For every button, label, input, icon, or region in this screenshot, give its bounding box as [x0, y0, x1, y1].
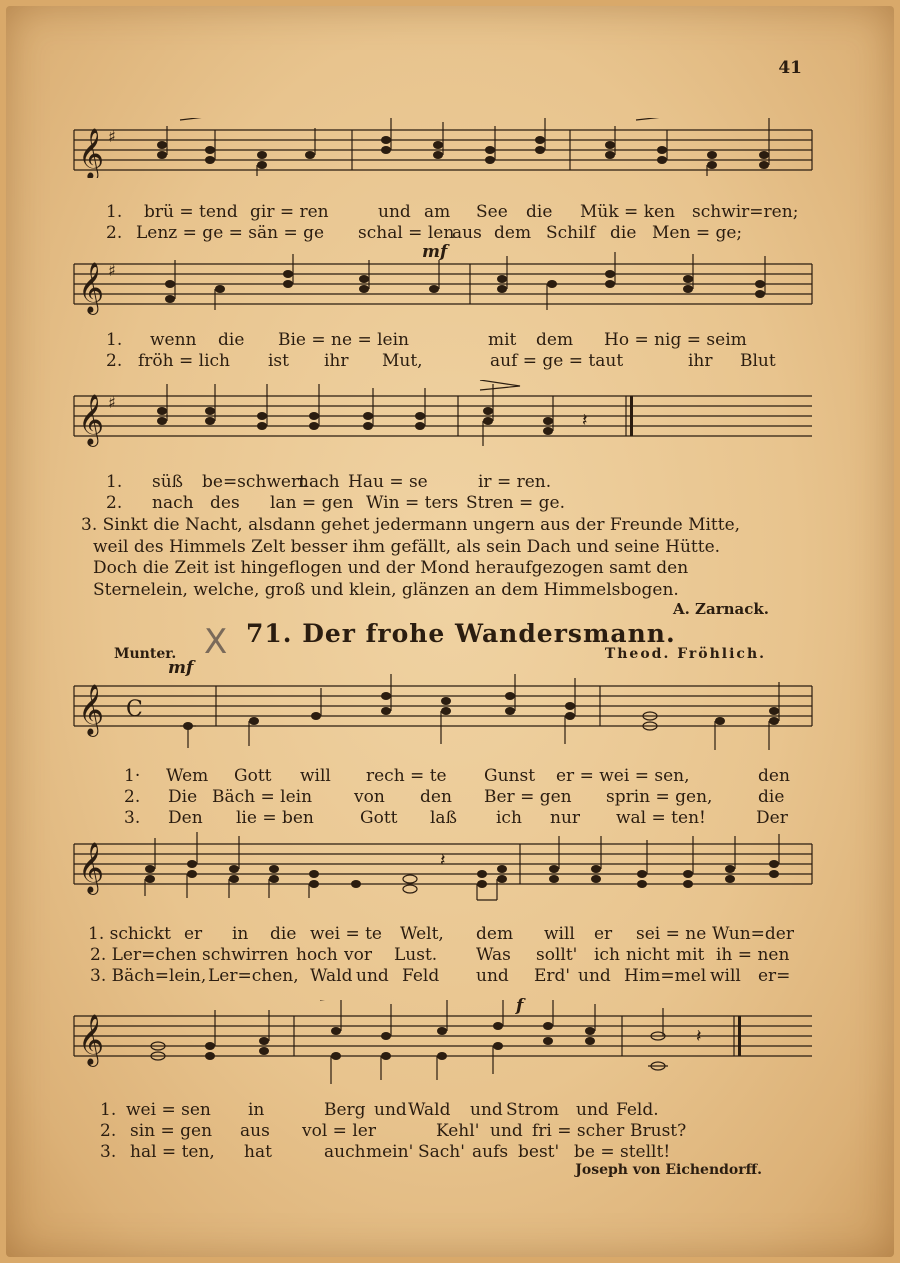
lyric-syllable: aus: [240, 1121, 270, 1141]
lyric-syllable: Ber = gen: [484, 787, 572, 807]
lyric-syllable: vor: [344, 945, 372, 965]
lyrics-song2-s3-v2: [6, 1121, 900, 1142]
lyric-syllable: wei = sen: [126, 1100, 211, 1120]
verse-number: 3.: [100, 1142, 117, 1162]
dynamic-forte: f: [516, 996, 524, 1016]
verse-number: 3.: [124, 808, 141, 828]
lyric-syllable: des: [210, 493, 240, 513]
lyric-syllable: Blut: [740, 351, 776, 371]
lyric-syllable: und: [576, 1100, 609, 1120]
lyrics-song2-s2-v1: [6, 924, 900, 945]
lyric-syllable: Den: [168, 808, 203, 828]
song1-author: A. Zarnack.: [672, 600, 769, 618]
svg-text:𝄞: 𝄞: [78, 262, 105, 313]
lyric-syllable: er: [594, 924, 613, 944]
lyric-syllable: schwirren: [202, 945, 289, 965]
lyric-syllable: Feld.: [616, 1100, 659, 1120]
lyric-syllable: fröh = lich: [138, 351, 230, 371]
lyric-syllable: will: [544, 924, 575, 944]
page-number: 41: [778, 58, 802, 78]
lyric-syllable: er: [184, 924, 203, 944]
verse-number: 1.: [106, 472, 123, 492]
lyric-syllable: aus: [452, 223, 482, 243]
lyric-syllable: Mut,: [382, 351, 423, 371]
composer: Theod. Fröhlich.: [604, 646, 766, 662]
lyrics-song1-s3-v2: [6, 493, 900, 514]
lyric-syllable: nur: [550, 808, 581, 828]
lyric-syllable: be = stellt!: [574, 1142, 671, 1162]
verse-number: 1.: [106, 202, 123, 222]
lyric-syllable: Him=mel: [624, 966, 707, 986]
lyric-syllable: Der: [756, 808, 788, 828]
lyric-syllable: dem: [494, 223, 532, 243]
lyric-syllable: die: [610, 223, 637, 243]
lyrics-song1-s2-v1: [6, 330, 900, 351]
lyric-syllable: in: [232, 924, 249, 944]
lyric-syllable: vol = ler: [302, 1121, 376, 1141]
lyric-syllable: Gott: [360, 808, 398, 828]
staff-song1-2: [70, 252, 820, 316]
lyrics-song2-s1-v3: [6, 808, 900, 829]
lyrics-song2-s2-v2: [6, 945, 900, 966]
lyric-syllable: Men = ge;: [652, 223, 743, 243]
dynamic-mf: mf: [168, 658, 194, 678]
staff-song2-3: [70, 1000, 820, 1094]
lyric-syllable: ihr: [324, 351, 349, 371]
lyric-syllable: und: [374, 1100, 407, 1120]
svg-text:♯: ♯: [108, 261, 116, 280]
lyrics-song2-s3-v3: [6, 1142, 900, 1163]
svg-text:𝄞: 𝄞: [78, 842, 105, 893]
svg-text:♯: ♯: [108, 127, 116, 146]
lyric-syllable: schal = len: [358, 223, 455, 243]
lyric-syllable: dem: [536, 330, 574, 350]
lyric-syllable: ich: [496, 808, 522, 828]
verse-number: 2.: [106, 223, 123, 243]
lyric-syllable: Gunst: [484, 766, 536, 786]
handwritten-mark: X: [204, 622, 228, 662]
lyric-syllable: See: [476, 202, 508, 222]
lyrics-song2-s1-v2: [6, 787, 900, 808]
lyric-syllable: und: [378, 202, 411, 222]
svg-text:𝄞: 𝄞: [78, 394, 105, 445]
lyric-syllable: Wald: [408, 1100, 451, 1120]
staff-song1-3: [70, 380, 820, 452]
verse-number: 2.: [106, 351, 123, 371]
verse-line: Doch die Zeit ist hingeflogen und der Mond heraufgezogen samt den: [93, 558, 689, 578]
lyrics-song2-s2-v3: [6, 966, 900, 987]
staff-song2-1: [70, 674, 820, 754]
lyric-syllable: Bäch = lein: [212, 787, 313, 807]
verse-3-text: [81, 515, 821, 601]
lyric-syllable: Erd': [534, 966, 571, 986]
svg-text:𝄞: 𝄞: [78, 128, 105, 178]
lyric-syllable: sprin = gen,: [606, 787, 713, 807]
lyric-syllable: Lenz = ge = sän = ge: [136, 223, 325, 243]
page: [6, 6, 894, 1257]
lyric-syllable: auch: [324, 1142, 366, 1162]
lyric-syllable: rech = te: [366, 766, 447, 786]
lyric-syllable: Die: [168, 787, 198, 807]
lyric-syllable: Lust.: [394, 945, 438, 965]
lyric-syllable: dem: [476, 924, 514, 944]
lyric-syllable: Ler=chen,: [208, 966, 299, 986]
lyric-syllable: und: [578, 966, 611, 986]
verse-number: 1.: [100, 1100, 117, 1120]
lyric-syllable: am: [424, 202, 451, 222]
lyric-syllable: Gott: [234, 766, 272, 786]
lyric-syllable: in: [248, 1100, 265, 1120]
lyric-syllable: von: [354, 787, 385, 807]
svg-text:𝄽: 𝄽: [582, 410, 588, 431]
staff-song1-1: [70, 118, 820, 178]
lyric-syllable: Win = ters: [366, 493, 459, 513]
lyric-syllable: Kehl': [436, 1121, 480, 1141]
lyric-syllable: mit: [676, 945, 705, 965]
lyric-syllable: süß: [152, 472, 184, 492]
song-title: 71. Der frohe Wandersmann.: [246, 619, 676, 648]
dynamic-mf: mf: [422, 242, 448, 262]
svg-text:𝄽: 𝄽: [440, 850, 446, 871]
lyrics-song2-s1-v1: [6, 766, 900, 787]
verse-number: 1.: [106, 330, 123, 350]
lyric-syllable: die: [270, 924, 297, 944]
tempo-marking: Munter.: [114, 646, 177, 662]
lyric-syllable: Sach': [418, 1142, 465, 1162]
song2-author: Joseph von Eichendorff.: [575, 1162, 762, 1178]
lyric-syllable: Feld: [402, 966, 440, 986]
lyric-syllable: Wem: [166, 766, 209, 786]
verse-line: 3. Sinkt die Nacht, alsdann gehet jedermann ungern aus der Freunde Mitte,: [81, 515, 741, 535]
verse-number: 2.: [124, 787, 141, 807]
lyric-syllable: Schilf: [546, 223, 596, 243]
lyric-syllable: Bie = ne = lein: [278, 330, 409, 350]
lyrics-song1-s3-v1: [6, 472, 900, 493]
lyric-syllable: mit: [488, 330, 517, 350]
lyric-syllable: Wald: [310, 966, 353, 986]
lyric-syllable: brü = tend: [144, 202, 238, 222]
lyric-syllable: gir = ren: [250, 202, 329, 222]
svg-text:𝄞: 𝄞: [78, 1014, 105, 1065]
lyric-syllable: will: [300, 766, 331, 786]
lyric-syllable: hal = ten,: [130, 1142, 215, 1162]
verse-number: 1·: [124, 766, 141, 786]
lyric-syllable: best': [518, 1142, 560, 1162]
svg-text:♯: ♯: [108, 393, 116, 412]
lyric-syllable: und: [470, 1100, 503, 1120]
lyric-syllable: 2. Ler=chen: [90, 945, 197, 965]
lyric-syllable: laß: [430, 808, 457, 828]
lyric-syllable: die: [218, 330, 245, 350]
lyric-syllable: wenn: [150, 330, 197, 350]
lyric-syllable: er=: [758, 966, 791, 986]
lyric-syllable: Strom: [506, 1100, 559, 1120]
lyric-syllable: und: [356, 966, 389, 986]
lyric-syllable: ir = ren.: [478, 472, 552, 492]
lyric-syllable: Ho = nig = seim: [604, 330, 747, 350]
lyrics-song2-s3-v1: [6, 1100, 900, 1121]
verse-line: weil des Himmels Zelt besser ihm gefällt, als sein Dach und seine Hütte.: [93, 536, 721, 557]
lyric-syllable: Berg: [324, 1100, 366, 1120]
lyric-syllable: Brust?: [630, 1121, 687, 1141]
lyric-syllable: 3. Bäch=lein,: [90, 966, 207, 986]
lyric-syllable: nach: [298, 472, 340, 492]
lyric-syllable: den: [420, 787, 452, 807]
svg-text:𝄞: 𝄞: [78, 684, 105, 735]
lyric-syllable: Wun=der: [712, 924, 794, 944]
lyric-syllable: aufs: [472, 1142, 509, 1162]
lyric-syllable: sin = gen: [130, 1121, 213, 1141]
lyric-syllable: will: [710, 966, 741, 986]
lyric-syllable: und: [490, 1121, 523, 1141]
lyric-syllable: den: [758, 766, 790, 786]
lyric-syllable: er = wei = sen,: [556, 766, 690, 786]
lyrics-song1-s2-v2: [6, 351, 900, 372]
lyric-syllable: wal = ten!: [616, 808, 706, 828]
lyric-syllable: lan = gen: [270, 493, 354, 513]
verse-line: Sternelein, welche, groß und klein, glänzen an dem Himmelsbogen.: [93, 579, 679, 600]
staff-song2-2: [70, 830, 820, 902]
lyric-syllable: und: [476, 966, 509, 986]
lyric-syllable: sei = ne: [636, 924, 707, 944]
lyric-syllable: hoch: [296, 945, 338, 965]
lyric-syllable: die: [758, 787, 785, 807]
lyrics-song1-s1-v1: [6, 202, 900, 223]
lyric-syllable: Was: [476, 945, 511, 965]
lyric-syllable: Mük = ken: [580, 202, 676, 222]
lyric-syllable: ihr: [688, 351, 713, 371]
svg-text:C: C: [126, 697, 143, 722]
lyric-syllable: Hau = se: [348, 472, 428, 492]
lyric-syllable: hat: [244, 1142, 272, 1162]
lyric-syllable: schwir=ren;: [692, 202, 799, 222]
lyric-syllable: nach: [152, 493, 194, 513]
lyric-syllable: ist: [268, 351, 289, 371]
lyric-syllable: mein': [366, 1142, 414, 1162]
lyric-syllable: 1. schickt: [88, 924, 171, 944]
lyric-syllable: lie = ben: [236, 808, 314, 828]
lyric-syllable: sollt': [536, 945, 578, 965]
lyric-syllable: die: [526, 202, 553, 222]
lyric-syllable: ih = nen: [716, 945, 790, 965]
lyric-syllable: auf = ge = taut: [490, 351, 624, 371]
lyric-syllable: be=schwert: [202, 472, 306, 492]
lyric-syllable: nicht: [626, 945, 670, 965]
lyric-syllable: Stren = ge.: [466, 493, 566, 513]
lyric-syllable: Welt,: [400, 924, 444, 944]
verse-number: 2.: [100, 1121, 117, 1141]
lyric-syllable: ich: [594, 945, 620, 965]
lyric-syllable: wei = te: [310, 924, 382, 944]
lyric-syllable: fri = scher: [532, 1121, 625, 1141]
svg-text:𝄽: 𝄽: [696, 1026, 702, 1047]
lyrics-song1-s1-v2: [6, 223, 900, 244]
verse-number: 2.: [106, 493, 123, 513]
